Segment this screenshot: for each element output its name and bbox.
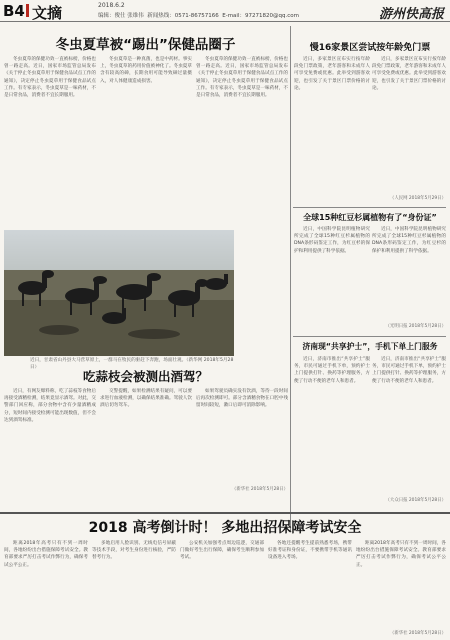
article-3-text-5: 距离2018年高考只有不到一周时间，各地纷纷出台措施保障考试安全。教育部要求严厉打击考试作弊行为，确保考试公平公正。 [356, 541, 446, 568]
article-1-col2 [100, 56, 192, 226]
column-name: 文摘 [32, 4, 63, 22]
grassland-horses-image [4, 230, 234, 356]
article-1-text-1: 冬虫夏草的保健功效一直被标榜，价格也曾一路走高。近日，国家市场监管总局发布《关于停止冬虫夏草用于保健食品试点工作的通知》，决定停止冬虫夏草用于保健食品试点工作。有专家表示，冬虫夏草是一味药材，不是日常食品，消费者不宜长期服用。 [4, 57, 96, 99]
right-article-2-text-1: 近日，中国科学院昆明植物研究所完成了全球15种红豆杉属植物的DNA条形码鉴定工作，为红豆杉的保护和利用提供了科学依据。 [294, 227, 370, 254]
article-2-col1 [4, 388, 96, 503]
article-3-title: 2018 高考倒计时！ 多地出招保障考试安全 [88, 520, 362, 536]
article-1-col1 [4, 56, 96, 226]
right-article-1-text-2: 近日，多家景区宣布实行按年龄段免门票政策，老年游客和未成年人可享受免费或优惠。此举受到游客欢迎，也引发了关于景区门票价格的讨论。 [372, 57, 446, 91]
newspaper-logo: 游州快高报 [378, 7, 444, 22]
article-1-text-2: 冬虫夏草是一种真菌，也是中药材。事实上，冬虫夏草的药用价值被神化了。冬虫夏草含有较高的砷，长期食用可能导致砷过量摄入，对人体健康造成损害。 [100, 57, 192, 84]
article-2-byline: （新华社 2018年5月28日） [231, 487, 288, 492]
email: E-mail：97271820@qq.com [222, 13, 299, 19]
article-3-byline: （新华社 2018年5月28日） [389, 631, 446, 636]
right-article-1-col1 [294, 56, 370, 202]
editors: 编辑：俊仕 张维伟 [98, 13, 144, 19]
article-3-col1 [4, 540, 88, 638]
bottom-section-rule [0, 512, 450, 514]
right-article-3-col2 [372, 356, 446, 496]
right-article-2-text-2: 近日，中国科学院昆明植物研究所完成了全球15种红豆杉属植物的DNA条形码鉴定工作，为红豆杉的保护和利用提供了科学依据。 [372, 227, 446, 254]
article-3-col3 [180, 540, 264, 638]
article-1-text-3: 冬虫夏草的保健功效一直被标榜，价格也曾一路走高。近日，国家市场监管总局发布《关于停止冬虫夏草用于保健食品试点工作的通知》，决定停止冬虫夏草用于保健食品试点工作。有专家表示，冬虫夏草是一味药材，不是日常食品，消费者不宜长期服用。 [196, 57, 288, 99]
right-article-1-text-1: 近日，多家景区宣布实行按年龄段免门票政策，老年游客和未成年人可享受免费或优惠。此举受到游客欢迎，也引发了关于景区门票价格的讨论。 [294, 57, 370, 91]
article-3-col5 [356, 540, 446, 630]
right-divider-1 [293, 207, 446, 208]
right-article-3-col1 [294, 356, 370, 506]
article-2-text-3: 如果驾驶员确实没有饮酒，等待一段时间后再次检测即可。部分含酒精食物在口腔中残留时间较短，漱口后即可消除影响。 [196, 389, 288, 409]
article-3-text-2: 多地启用人脸识别、无线电信号屏蔽等技术手段，对考生身份进行核验，严防替考行为。 [92, 541, 176, 561]
hotline: 新闻热线：0571-86757166 [147, 13, 219, 19]
right-article-2-col1 [294, 226, 370, 332]
article-2-col2 [100, 388, 192, 503]
right-article-1-title: 慢16家景区尝试按年龄免门票 [309, 43, 431, 53]
photo-caption: 近日，甘肃省山丹县大马营草原上，一群马在牧民的驱赶下奔跑，场面壮观。（新华网 2018年5月28日） [30, 358, 234, 370]
article-3-text-4: 各地还提醒考生提前熟悉考场，携带好准考证和身份证，不要携带手机等通讯设备进入考场。 [268, 541, 352, 561]
article-2-text-2: 交警提醒，如果检测结果有疑问，可以要求进行血液检测，以确保结果准确。驾驶人饮酒后切勿驾车。 [100, 389, 192, 409]
column-divider [290, 26, 291, 531]
horses-photo [4, 230, 234, 356]
editor-line [98, 11, 299, 19]
page-header [0, 0, 450, 22]
right-article-2-title: 全球15种红豆杉属植物有了“身份证” [303, 213, 437, 222]
article-2-text-1: 近日，有网友爆料称，吃了蒜枝等食物后再接受酒精检测，结果竟显示酒驾。对此，交警部门回应称，部分食物中含有少量酒精成分，短时间内接受检测可能出现数值，但不会达到酒驾标准。 [4, 389, 96, 423]
right-article-2-byline: （光明日报 2018年5月28日） [385, 324, 446, 329]
right-article-1-col2 [372, 56, 446, 194]
article-1-title: 冬虫夏草被“踢出”保健品圈子 [55, 37, 236, 53]
page-number: B4 [3, 2, 25, 20]
right-article-2-col2 [372, 226, 446, 322]
issue-date: 2018.6.2 [98, 2, 125, 9]
header-separator [26, 4, 29, 17]
article-3-text-3: 公安机关加强考点周边巡逻，交通部门做好考生出行保障，确保考生顺利参加考试。 [180, 541, 264, 561]
right-divider-2 [293, 336, 446, 337]
article-3-text-1: 距离2018年高考只有不到一周时间，各地纷纷出台措施保障考试安全。教育部要求严厉打击考试作弊行为，确保考试公平公正。 [4, 541, 88, 568]
article-3-col2 [92, 540, 176, 638]
article-2-title: 吃蒜枝会被测出酒驾？ [82, 369, 208, 384]
right-article-3-text-1: 近日，济南市推出“共享护士”服务，市民可通过手机下单，预约护士上门提供打针、换药等护理服务，方便了行动不便的老年人和患者。 [294, 357, 370, 384]
article-3-col4 [268, 540, 352, 638]
right-article-3-byline: （大众日报 2018年5月28日） [385, 498, 446, 503]
article-1-col3 [196, 56, 288, 226]
right-article-3-text-2: 近日，济南市推出“共享护士”服务，市民可通过手机下单，预约护士上门提供打针、换药等护理服务，方便了行动不便的老年人和患者。 [372, 357, 446, 384]
right-article-3-title: 济南现“共享护士”，手机下单上门服务 [302, 342, 438, 351]
right-article-1-byline: （人民网 2018年5月29日） [389, 196, 446, 201]
